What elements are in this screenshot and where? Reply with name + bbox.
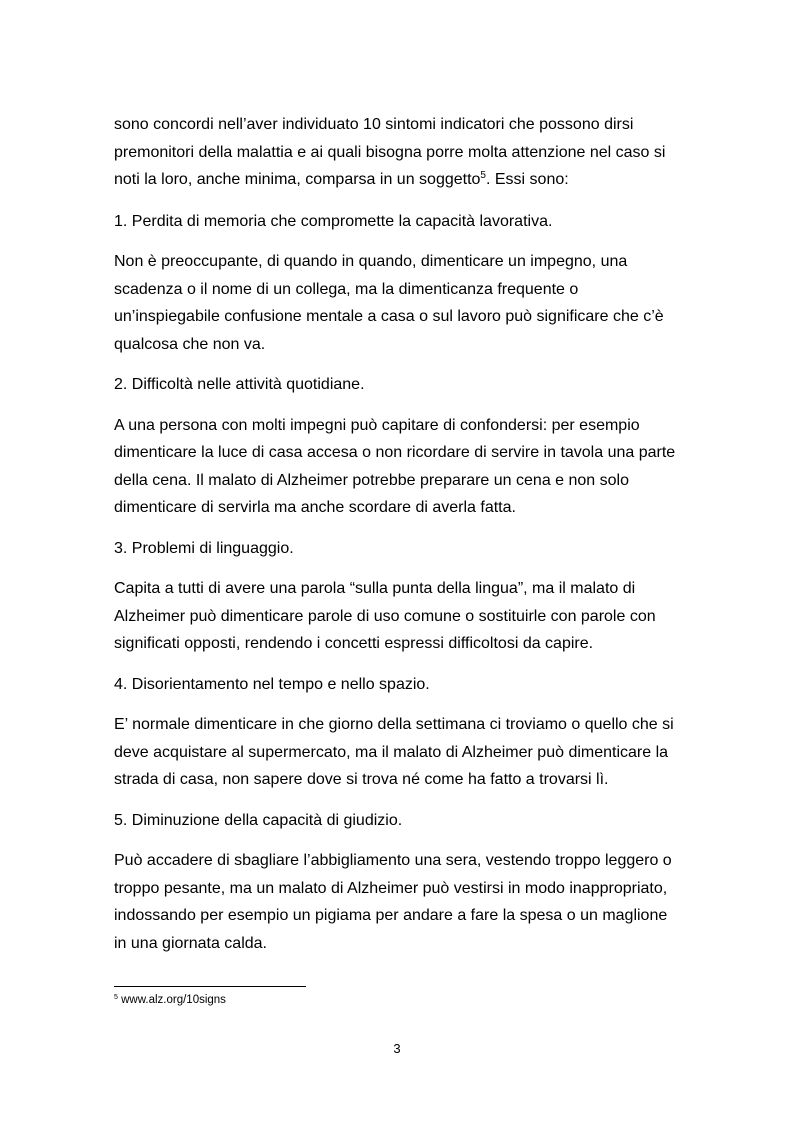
page-number: 3: [393, 1041, 401, 1056]
paragraph-line: Capita a tutti di avere una parola “sulla punta della lingua”, ma il malato di: [114, 580, 636, 597]
item-heading-4: 4. Disorientamento nel tempo e nello spazio.: [114, 675, 430, 693]
paragraph-line: un’inspiegabile confusione mentale a casa o sul lavoro può significare che c’è: [114, 308, 664, 325]
intro-line: premonitori della malattia e ai quali bisogna porre molta attenzione nel caso si: [114, 143, 666, 161]
paragraph-line: troppo pesante, ma un malato di Alzheimer può vestirsi in modo inappropriato,: [114, 879, 668, 897]
item-paragraph-4: [114, 711, 684, 794]
paragraph-line: dimenticare di servirla ma anche scordare di averla fatta.: [114, 499, 516, 516]
item-heading-2: 2. Difficoltà nelle attività quotidiane.: [114, 376, 365, 393]
paragraph-line: qualcosa che non va.: [114, 335, 266, 353]
paragraph-line: Non è preoccupante, di quando in quando, dimenticare un impegno, una: [114, 253, 628, 270]
paragraph-line: deve acquistare al supermercato, ma il malato di Alzheimer può dimenticare la: [114, 743, 669, 761]
footnote-reference: 5: [480, 170, 486, 181]
paragraph-line: Può accadere di sbagliare l’abbigliamento una sera, vestendo troppo leggero o: [114, 852, 672, 869]
item-heading-1: 1. Perdita di memoria che compromette la capacità lavorativa.: [114, 212, 553, 230]
intro-paragraph: [114, 111, 684, 194]
paragraph-line: della cena. Il malato di Alzheimer potrebbe preparare un cena e non solo: [114, 471, 629, 489]
item-heading-3: 3. Problemi di linguaggio.: [114, 539, 294, 557]
paragraph-line: in una giornata calda.: [114, 934, 267, 952]
paragraph-line: dimenticare la luce di casa accesa o non ricordare di servire in tavola una parte: [114, 444, 676, 461]
item-paragraph-5: [114, 847, 684, 957]
item-heading-5: 5. Diminuzione della capacità di giudizio.: [114, 811, 403, 829]
paragraph-line: indossando per esempio un pigiama per andare a fare la spesa o un maglione: [114, 907, 668, 924]
paragraph-line: A una persona con molti impegni può capitare di confondersi: per esempio: [114, 416, 640, 434]
footnote-text: www.alz.org/10signs: [121, 994, 226, 1006]
paragraph-line: strada di casa, non sapere dove si trova né come ha fatto a trovarsi lì.: [114, 771, 609, 788]
document-body: [114, 111, 684, 957]
intro-line: sono concordi nell’aver individuato 10 sintomi indicatori che possono dirsi: [114, 116, 634, 133]
item-paragraph-3: [114, 575, 684, 658]
footnote-divider: [114, 986, 306, 987]
paragraph-line: Alzheimer può dimenticare parole di uso comune o sostituirle con parole con: [114, 607, 656, 625]
intro-line: noti la loro, anche minima, comparsa in un soggetto: [114, 171, 481, 188]
footnote: [114, 993, 226, 1007]
paragraph-line: significati opposti, rendendo i concetti espressi difficoltosi da capire.: [114, 635, 594, 652]
item-paragraph-1: [114, 248, 684, 358]
intro-line-end: . Essi sono:: [485, 171, 569, 188]
footnote-number: 5: [114, 994, 118, 1001]
paragraph-line: scadenza o il nome di un collega, ma la dimenticanza frequente o: [114, 280, 579, 298]
item-paragraph-2: [114, 412, 684, 522]
paragraph-line: E’ normale dimenticare in che giorno della settimana ci troviamo o quello che si: [114, 716, 674, 733]
